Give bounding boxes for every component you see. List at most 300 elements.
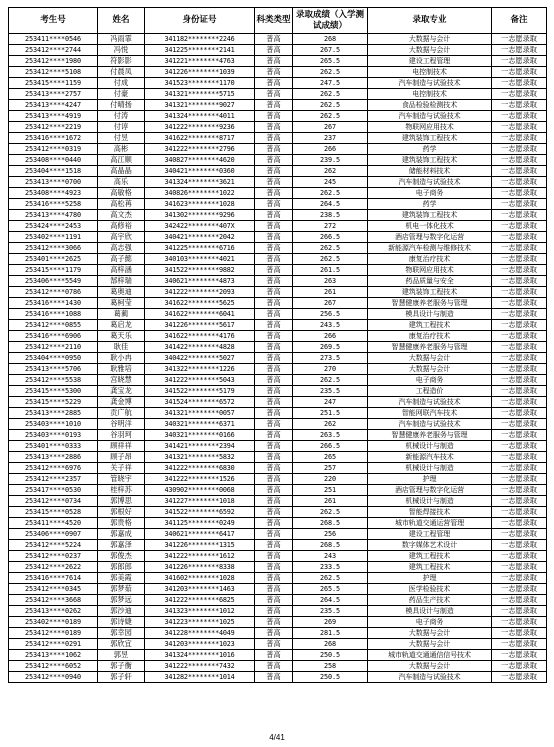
- cell-exam-number: 253412****2110: [9, 342, 98, 353]
- cell-category: 普高: [255, 661, 293, 672]
- cell-name: 郭嘉泽: [98, 540, 145, 551]
- cell-score: 251.5: [293, 408, 368, 419]
- table-row: [9, 122, 547, 133]
- cell-remark: 一志愿录取: [492, 166, 547, 177]
- cell-category: 普高: [255, 485, 293, 496]
- cell-category: 普高: [255, 199, 293, 210]
- cell-category: 普高: [255, 265, 293, 276]
- cell-score: 268: [293, 639, 368, 650]
- cell-id-number: 341321********9027: [145, 100, 255, 111]
- table-row: [9, 89, 547, 100]
- cell-name: 高修裕: [98, 221, 145, 232]
- cell-score: 233.5: [293, 562, 368, 573]
- cell-remark: 一志愿录取: [492, 518, 547, 529]
- table-row: [9, 320, 547, 331]
- cell-category: 普高: [255, 309, 293, 320]
- cell-id-number: 340421********0360: [145, 166, 255, 177]
- cell-major: 建筑工程技术: [368, 320, 492, 331]
- cell-exam-number: 253401****2625: [9, 254, 98, 265]
- table-row: [9, 243, 547, 254]
- cell-name: 高宇欣: [98, 232, 145, 243]
- cell-score: 243: [293, 551, 368, 562]
- table-row: [9, 584, 547, 595]
- column-header-score: 录取成绩（入学测试成绩）: [293, 8, 368, 34]
- cell-id-number: 341302********9296: [145, 210, 255, 221]
- cell-name: 顾子昂: [98, 452, 145, 463]
- table-row: [9, 287, 547, 298]
- cell-major: 智能网联汽车技术: [368, 408, 492, 419]
- cell-id-number: 341321********5832: [145, 452, 255, 463]
- cell-exam-number: 253412****5538: [9, 375, 98, 386]
- cell-score: 262.5: [293, 573, 368, 584]
- admission-list-table: [8, 7, 547, 683]
- table-row: [9, 672, 547, 683]
- cell-exam-number: 253412****3668: [9, 595, 98, 606]
- cell-major: 汽车制造与试验技术: [368, 78, 492, 89]
- cell-score: 256: [293, 529, 368, 540]
- cell-remark: 一志愿录取: [492, 144, 547, 155]
- table-row: [9, 463, 547, 474]
- cell-major: 酒店管理与数字化运营: [368, 232, 492, 243]
- cell-id-number: 341623********1028: [145, 199, 255, 210]
- cell-remark: 一志愿录取: [492, 309, 547, 320]
- table-row: [9, 265, 547, 276]
- cell-id-number: 341523********1170: [145, 78, 255, 89]
- cell-name: 葛启龙: [98, 320, 145, 331]
- cell-name: 冯雨霏: [98, 34, 145, 45]
- cell-category: 普高: [255, 529, 293, 540]
- cell-name: 付成: [98, 78, 145, 89]
- cell-remark: 一志愿录取: [492, 122, 547, 133]
- cell-name: 郭贵格: [98, 518, 145, 529]
- table-row: [9, 166, 547, 177]
- cell-id-number: 341222********2796: [145, 144, 255, 155]
- cell-exam-number: 253413****4919: [9, 111, 98, 122]
- cell-exam-number: 253416****5258: [9, 199, 98, 210]
- cell-major: 电子商务: [368, 375, 492, 386]
- cell-score: 281.5: [293, 628, 368, 639]
- cell-name: 高乐: [98, 177, 145, 188]
- cell-exam-number: 253403****0193: [9, 430, 98, 441]
- cell-major: 储能材料技术: [368, 166, 492, 177]
- table-row: [9, 408, 547, 419]
- cell-remark: 一志愿录取: [492, 452, 547, 463]
- table-header-row: [9, 8, 547, 34]
- cell-category: 普高: [255, 67, 293, 78]
- cell-category: 普高: [255, 254, 293, 265]
- table-row: [9, 342, 547, 353]
- cell-major: 智慧健康养老服务与管理: [368, 298, 492, 309]
- cell-score: 265.5: [293, 584, 368, 595]
- cell-id-number: 341622********5625: [145, 298, 255, 309]
- table-row: [9, 628, 547, 639]
- cell-score: 262.5: [293, 89, 368, 100]
- table-row: [9, 507, 547, 518]
- cell-major: 建筑装饰工程技术: [368, 287, 492, 298]
- cell-major: 数字媒体艺术设计: [368, 540, 492, 551]
- cell-category: 普高: [255, 353, 293, 364]
- cell-exam-number: 253413****2757: [9, 89, 98, 100]
- cell-major: 工程造价: [368, 386, 492, 397]
- cell-remark: 一志愿录取: [492, 419, 547, 430]
- cell-category: 普高: [255, 298, 293, 309]
- cell-name: 郭根好: [98, 507, 145, 518]
- table-row: [9, 595, 547, 606]
- cell-id-number: 341222********6830: [145, 463, 255, 474]
- cell-id-number: 341223********1025: [145, 617, 255, 628]
- cell-remark: 一志愿录取: [492, 628, 547, 639]
- cell-score: 247: [293, 397, 368, 408]
- cell-id-number: 341522********6592: [145, 507, 255, 518]
- cell-name: 高子懿: [98, 254, 145, 265]
- cell-score: 243.5: [293, 320, 368, 331]
- cell-name: 付晴扬: [98, 100, 145, 111]
- cell-exam-number: 253412****2219: [9, 122, 98, 133]
- cell-category: 普高: [255, 89, 293, 100]
- cell-name: 桂梓苏: [98, 485, 145, 496]
- cell-remark: 一志愿录取: [492, 276, 547, 287]
- cell-remark: 一志愿录取: [492, 78, 547, 89]
- cell-major: 大数据与会计: [368, 353, 492, 364]
- cell-exam-number: 253415****0528: [9, 507, 98, 518]
- column-header-category: 科类类型: [255, 8, 293, 34]
- table-row: [9, 45, 547, 56]
- cell-category: 普高: [255, 507, 293, 518]
- cell-score: 267: [293, 298, 368, 309]
- cell-id-number: 340621********4873: [145, 276, 255, 287]
- cell-score: 264.5: [293, 199, 368, 210]
- cell-score: 238.5: [293, 210, 368, 221]
- table-row: [9, 210, 547, 221]
- cell-name: 郭博思: [98, 496, 145, 507]
- table-row: [9, 221, 547, 232]
- table-row: [9, 650, 547, 661]
- cell-id-number: 340321********6371: [145, 419, 255, 430]
- cell-score: 268.5: [293, 540, 368, 551]
- cell-major: 大数据与会计: [368, 639, 492, 650]
- cell-score: 257: [293, 463, 368, 474]
- cell-name: 郭俊杰: [98, 551, 145, 562]
- cell-name: 龚宝龙: [98, 386, 145, 397]
- table-row: [9, 639, 547, 650]
- cell-major: 汽车制造与试验技术: [368, 111, 492, 122]
- table-row: [9, 419, 547, 430]
- table-row: [9, 518, 547, 529]
- table-row: [9, 34, 547, 45]
- cell-category: 普高: [255, 375, 293, 386]
- cell-id-number: 341622********8717: [145, 133, 255, 144]
- cell-exam-number: 253412****0786: [9, 287, 98, 298]
- table-row: [9, 661, 547, 672]
- cell-major: 食品检验检测技术: [368, 100, 492, 111]
- cell-major: 建筑工程技术: [368, 551, 492, 562]
- cell-major: 药品质量与安全: [368, 276, 492, 287]
- cell-id-number: 341226********5617: [145, 320, 255, 331]
- cell-name: 顾祥祥: [98, 441, 145, 452]
- cell-major: 城市轨道交通运营管理: [368, 518, 492, 529]
- cell-remark: 一志愿录取: [492, 485, 547, 496]
- cell-score: 262: [293, 419, 368, 430]
- cell-id-number: 342422********407X: [145, 221, 255, 232]
- cell-score: 262.5: [293, 507, 368, 518]
- cell-major: 汽车制造与试验技术: [368, 177, 492, 188]
- cell-id-number: 341125********0249: [145, 518, 255, 529]
- cell-score: 268: [293, 34, 368, 45]
- cell-category: 普高: [255, 188, 293, 199]
- cell-name: 郭梦茹: [98, 584, 145, 595]
- cell-exam-number: 253412****0734: [9, 496, 98, 507]
- cell-id-number: 340103********4021: [145, 254, 255, 265]
- cell-exam-number: 253406****0907: [9, 529, 98, 540]
- cell-exam-number: 253403****1010: [9, 419, 98, 430]
- cell-name: 郭子轩: [98, 672, 145, 683]
- cell-score: 265: [293, 452, 368, 463]
- cell-name: 付昱: [98, 133, 145, 144]
- table-row: [9, 177, 547, 188]
- cell-id-number: 341222********5043: [145, 375, 255, 386]
- cell-major: 护理: [368, 474, 492, 485]
- cell-remark: 一志愿录取: [492, 507, 547, 518]
- table-row: [9, 496, 547, 507]
- cell-major: 酒店管理与数字化运营: [368, 485, 492, 496]
- cell-category: 普高: [255, 430, 293, 441]
- cell-category: 普高: [255, 210, 293, 221]
- cell-major: 建筑工程技术: [368, 562, 492, 573]
- cell-exam-number: 253416****6906: [9, 331, 98, 342]
- cell-name: 管晓宇: [98, 474, 145, 485]
- cell-remark: 一志愿录取: [492, 606, 547, 617]
- cell-id-number: 341622********4176: [145, 331, 255, 342]
- cell-exam-number: 253413****0262: [9, 606, 98, 617]
- cell-exam-number: 253411****0546: [9, 34, 98, 45]
- cell-score: 220: [293, 474, 368, 485]
- cell-remark: 一志愿录取: [492, 661, 547, 672]
- cell-exam-number: 253416****1430: [9, 298, 98, 309]
- table-row: [9, 133, 547, 144]
- table-row: [9, 617, 547, 628]
- cell-score: 270: [293, 364, 368, 375]
- table-row: [9, 452, 547, 463]
- cell-name: 高江顺: [98, 155, 145, 166]
- cell-name: 龚金博: [98, 397, 145, 408]
- cell-score: 266: [293, 331, 368, 342]
- cell-id-number: 341225********6716: [145, 243, 255, 254]
- cell-exam-number: 253411****4520: [9, 518, 98, 529]
- cell-remark: 一志愿录取: [492, 188, 547, 199]
- cell-score: 269: [293, 617, 368, 628]
- cell-name: 冯悦: [98, 45, 145, 56]
- cell-id-number: 341421********2394: [145, 441, 255, 452]
- cell-major: 机械设计与制造: [368, 496, 492, 507]
- cell-exam-number: 253402****1191: [9, 232, 98, 243]
- cell-remark: 一志愿录取: [492, 595, 547, 606]
- cell-exam-number: 253406****5549: [9, 276, 98, 287]
- cell-category: 普高: [255, 331, 293, 342]
- cell-remark: 一志愿录取: [492, 639, 547, 650]
- cell-score: 262.5: [293, 111, 368, 122]
- cell-exam-number: 253408****4923: [9, 188, 98, 199]
- cell-score: 264.5: [293, 595, 368, 606]
- cell-remark: 一志愿录取: [492, 287, 547, 298]
- cell-major: 机械设计与制造: [368, 441, 492, 452]
- cell-name: 付涛: [98, 111, 145, 122]
- cell-remark: 一志愿录取: [492, 408, 547, 419]
- cell-category: 普高: [255, 386, 293, 397]
- cell-remark: 一志愿录取: [492, 221, 547, 232]
- cell-score: 272: [293, 221, 368, 232]
- cell-score: 245: [293, 177, 368, 188]
- cell-category: 普高: [255, 650, 293, 661]
- table-row: [9, 397, 547, 408]
- cell-category: 普高: [255, 133, 293, 144]
- cell-major: 新能源汽车检测与维修技术: [368, 243, 492, 254]
- cell-id-number: 341227********1018: [145, 496, 255, 507]
- cell-name: 贡广航: [98, 408, 145, 419]
- cell-category: 普高: [255, 606, 293, 617]
- cell-category: 普高: [255, 122, 293, 133]
- cell-score: 262.5: [293, 67, 368, 78]
- cell-category: 普高: [255, 419, 293, 430]
- cell-major: 模具设计与制造: [368, 309, 492, 320]
- cell-remark: 一志愿录取: [492, 584, 547, 595]
- cell-name: 葛奥迪: [98, 287, 145, 298]
- cell-score: 267.5: [293, 45, 368, 56]
- cell-major: 大数据与会计: [368, 364, 492, 375]
- cell-id-number: 341422********4828: [145, 342, 255, 353]
- table-row: [9, 606, 547, 617]
- cell-id-number: 341222********1612: [145, 551, 255, 562]
- cell-score: 237: [293, 133, 368, 144]
- cell-remark: 一志愿录取: [492, 474, 547, 485]
- cell-remark: 一志愿录取: [492, 562, 547, 573]
- table-row: [9, 56, 547, 67]
- cell-exam-number: 253416****1088: [9, 309, 98, 320]
- cell-name: 高敏格: [98, 188, 145, 199]
- cell-major: 物联网应用技术: [368, 265, 492, 276]
- cell-id-number: 341602********1028: [145, 573, 255, 584]
- table-row: [9, 540, 547, 551]
- cell-exam-number: 253412****0855: [9, 320, 98, 331]
- cell-major: 康复治疗技术: [368, 331, 492, 342]
- cell-remark: 一志愿录取: [492, 34, 547, 45]
- cell-id-number: 341321********0057: [145, 408, 255, 419]
- cell-score: 263.5: [293, 430, 368, 441]
- cell-major: 药学: [368, 199, 492, 210]
- cell-id-number: 340827********4620: [145, 155, 255, 166]
- cell-category: 普高: [255, 276, 293, 287]
- cell-score: 235.5: [293, 386, 368, 397]
- cell-remark: 一志愿录取: [492, 650, 547, 661]
- cell-name: 郜梓瑞: [98, 276, 145, 287]
- cell-category: 普高: [255, 463, 293, 474]
- table-row: [9, 144, 547, 155]
- cell-major: 药品生产技术: [368, 595, 492, 606]
- cell-category: 普高: [255, 45, 293, 56]
- cell-name: 符影影: [98, 56, 145, 67]
- cell-category: 普高: [255, 573, 293, 584]
- column-header-id-number: 身份证号: [145, 8, 255, 34]
- cell-major: 智能焊接技术: [368, 507, 492, 518]
- cell-major: 药学: [368, 144, 492, 155]
- cell-id-number: 341322********1226: [145, 364, 255, 375]
- table-row: [9, 254, 547, 265]
- cell-id-number: 341522********5179: [145, 386, 255, 397]
- table-row: [9, 67, 547, 78]
- cell-id-number: 341222********2093: [145, 287, 255, 298]
- cell-remark: 一志愿录取: [492, 243, 547, 254]
- cell-score: 235.5: [293, 606, 368, 617]
- cell-exam-number: 253402****0189: [9, 617, 98, 628]
- cell-id-number: 340421********2042: [145, 232, 255, 243]
- cell-score: 256.5: [293, 309, 368, 320]
- cell-major: 医学检验技术: [368, 584, 492, 595]
- cell-score: 262.5: [293, 100, 368, 111]
- cell-major: 康复治疗技术: [368, 254, 492, 265]
- cell-id-number: 341226********1315: [145, 540, 255, 551]
- cell-id-number: 340621********6417: [145, 529, 255, 540]
- cell-name: 郭子衡: [98, 661, 145, 672]
- cell-category: 普高: [255, 320, 293, 331]
- cell-major: 汽车制造与试验技术: [368, 419, 492, 430]
- cell-category: 普高: [255, 639, 293, 650]
- table-row: [9, 232, 547, 243]
- cell-category: 普高: [255, 617, 293, 628]
- table-row: [9, 441, 547, 452]
- cell-id-number: 341524********6572: [145, 397, 255, 408]
- cell-exam-number: 253412****0189: [9, 628, 98, 639]
- cell-score: 262: [293, 166, 368, 177]
- cell-name: 高梓涵: [98, 265, 145, 276]
- cell-major: 电控制技术: [368, 67, 492, 78]
- cell-major: 智慧健康养老服务与管理: [368, 342, 492, 353]
- cell-remark: 一志愿录取: [492, 397, 547, 408]
- cell-remark: 一志愿录取: [492, 155, 547, 166]
- cell-category: 普高: [255, 518, 293, 529]
- cell-category: 普高: [255, 408, 293, 419]
- cell-score: 247.5: [293, 78, 368, 89]
- cell-name: 郭沙迪: [98, 606, 145, 617]
- cell-category: 普高: [255, 177, 293, 188]
- cell-remark: 一志愿录取: [492, 298, 547, 309]
- cell-id-number: 340826********1022: [145, 188, 255, 199]
- cell-remark: 一志愿录取: [492, 342, 547, 353]
- cell-score: 262.5: [293, 243, 368, 254]
- table-row: [9, 155, 547, 166]
- cell-remark: 一志愿录取: [492, 353, 547, 364]
- cell-name: 付豪: [98, 89, 145, 100]
- cell-remark: 一志愿录取: [492, 672, 547, 683]
- cell-major: 大数据与会计: [368, 34, 492, 45]
- cell-exam-number: 253412****6976: [9, 463, 98, 474]
- cell-id-number: 341228********4049: [145, 628, 255, 639]
- cell-category: 普高: [255, 232, 293, 243]
- table-row: [9, 353, 547, 364]
- cell-remark: 一志愿录取: [492, 111, 547, 122]
- cell-exam-number: 253412****2622: [9, 562, 98, 573]
- cell-major: 护理: [368, 573, 492, 584]
- table-row: [9, 276, 547, 287]
- cell-remark: 一志愿录取: [492, 254, 547, 265]
- cell-category: 普高: [255, 166, 293, 177]
- cell-exam-number: 253412****0345: [9, 584, 98, 595]
- cell-major: 机械设计与制造: [368, 463, 492, 474]
- cell-major: 建筑装饰工程技术: [368, 210, 492, 221]
- cell-category: 普高: [255, 595, 293, 606]
- cell-major: 电子商务: [368, 617, 492, 628]
- cell-name: 郭嘉成: [98, 529, 145, 540]
- cell-major: 建设工程管理: [368, 56, 492, 67]
- cell-category: 普高: [255, 342, 293, 353]
